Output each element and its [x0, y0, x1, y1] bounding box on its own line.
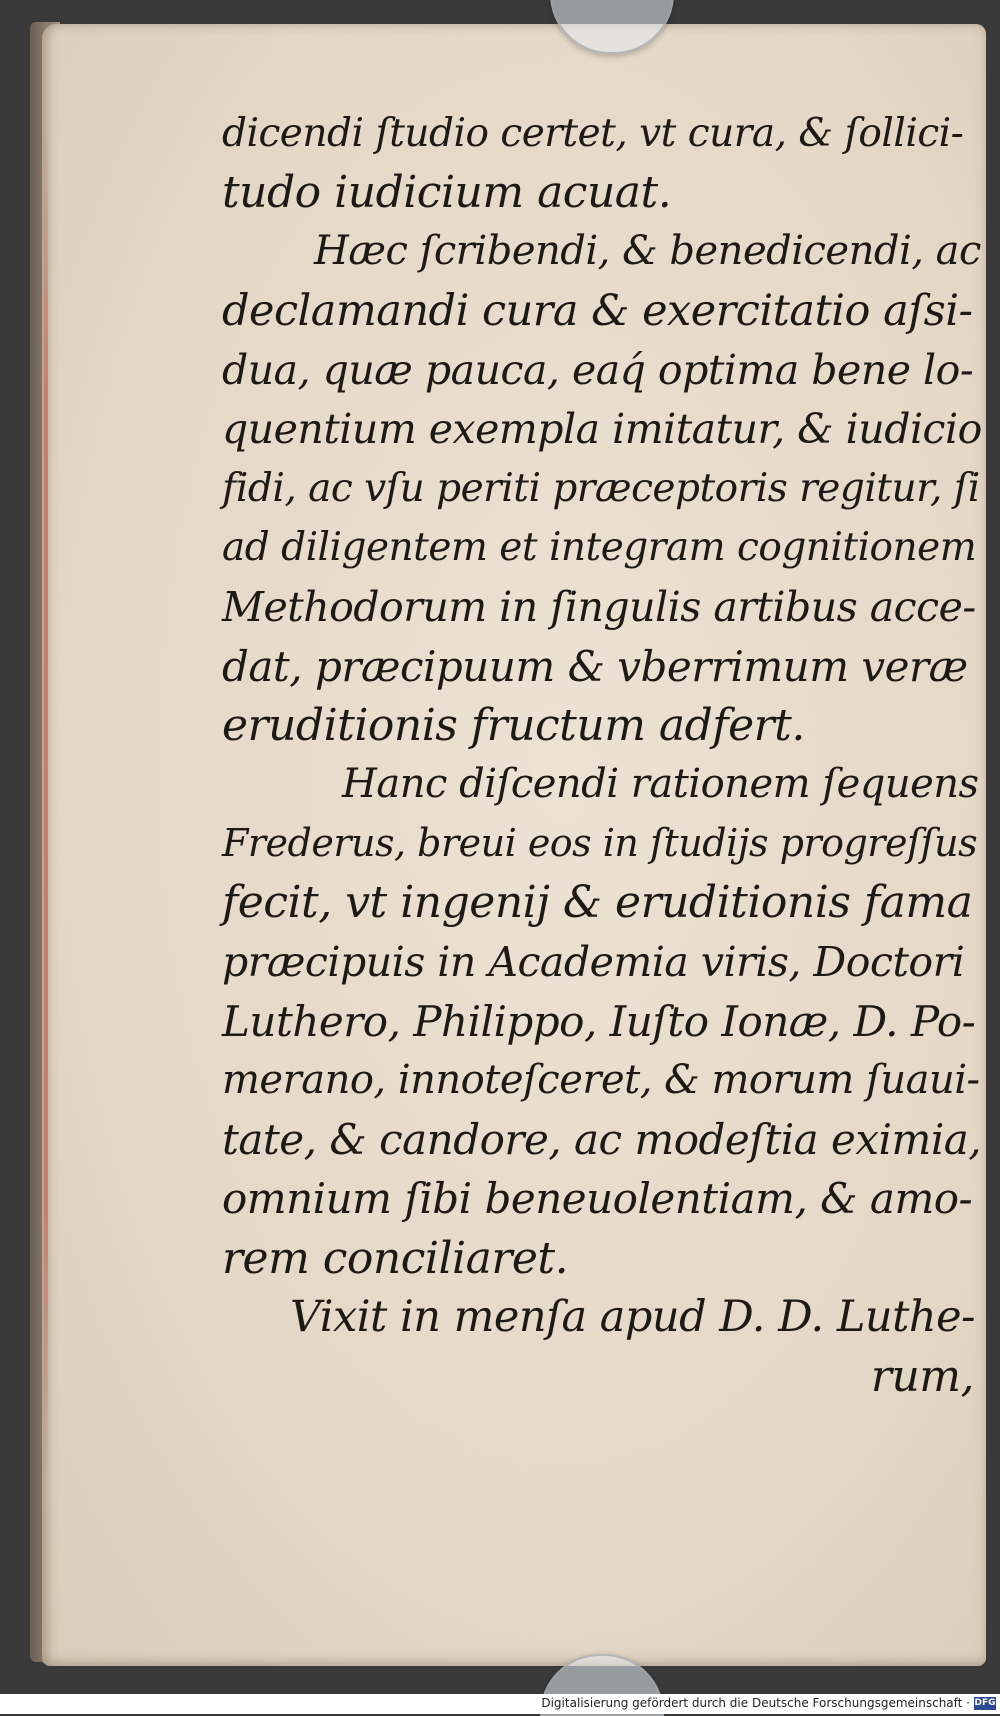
text-line: Frederus, breui eos in ſtudijs progreſſus	[222, 821, 978, 866]
page-text	[222, 104, 982, 1406]
text-line: quentium exempla imitatur, & iudicio	[222, 404, 982, 453]
text-line: Hæc ſcribendi, & benedicendi, ac	[314, 228, 981, 275]
dfg-logo: DFG	[974, 1698, 996, 1708]
text-line: Luthero, Philippo, Iuſto Ionæ, D. Po-	[222, 996, 976, 1046]
text-line: eruditionis fructum adfert.	[222, 699, 805, 751]
text-line: omnium ſibi beneuolentiam, & amo-	[222, 1174, 973, 1224]
text-line: Methodorum in ſingulis artibus acce-	[222, 582, 976, 631]
text-line: rem conciliaret.	[222, 1232, 569, 1284]
text-line: Hanc diſcendi rationem ſequens	[342, 761, 979, 808]
text-line: fecit, vt ingenij & eruditionis fama	[222, 877, 973, 929]
text-line: dua, quæ pauca, eaq́ optima bene lo-	[222, 345, 974, 394]
text-line: dat, præcipuum & vberrimum veræ	[222, 641, 968, 691]
page-red-edge	[44, 120, 48, 1480]
text-line: tate, & candore, ac modeſtia eximia,	[222, 1115, 982, 1165]
text-line: merano, innoteſceret, & morum ſuaui-	[222, 1057, 980, 1103]
text-line: fidi, ac vſu periti præceptoris regitur, ſi	[222, 466, 980, 512]
digitization-credit: Digitalisierung gefördert durch die Deutsche Forschungsgemeinschaft ·	[541, 1696, 970, 1710]
text-line: ad diligentem et integram cognitionem	[222, 525, 977, 571]
text-line: declamandi cura & exercitatio aſsi-	[222, 285, 973, 336]
text-line: Vixit in menſa apud D. D. Luthe-	[290, 1291, 976, 1342]
footer-bar	[0, 1694, 1000, 1714]
text-line: tudo iudicium acuat.	[222, 167, 672, 219]
catchword: rum,	[870, 1350, 974, 1402]
text-line: dicendi ſtudio certet, vt cura, & ſollici-	[222, 111, 964, 156]
text-line: præcipuis in Academia viris, Doctori	[222, 937, 965, 986]
